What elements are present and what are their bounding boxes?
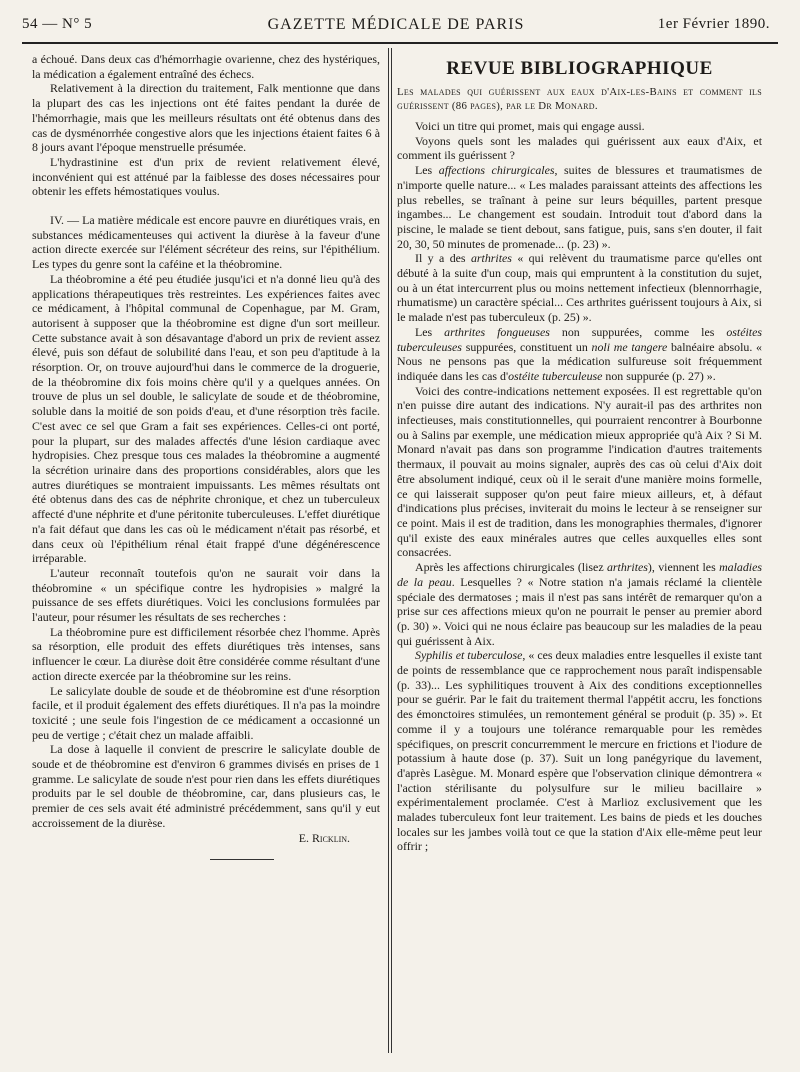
page-number: 54 — N° 5 — [22, 16, 93, 32]
paragraph: L'auteur reconnaît toutefois qu'on ne saurait voir dans la théobromine « un spécifique contre les hydropisies » malgré la puissance de ses effets diurétiques. Voici les conclusions formulées par l'auteur, pour résumer les résultats de ses recherches : — [32, 565, 380, 625]
left-column — [32, 52, 380, 860]
paragraph: Après les affections chirurgicales (lisez arthrites), viennent les maladies de la peau. Lesquelles ? « Notre station n'a jamais réclamé la clientèle spéciale des dermatoses ; mais il n'est pas sans intérêt de remarquer qu'on a prise sur ces affections mieux qu'on ne pourrait le penser au premier abord (p. 30) ». Voici qui ne nous éclaire pas beaucoup sur les maladies de la peau qui guérissent à Aix. — [397, 560, 762, 648]
paragraph: Voici un titre qui promet, mais qui engage aussi. — [415, 119, 645, 133]
issue-date: 1er Février 1890. — [657, 16, 770, 32]
book-title: Les malades qui guérissent aux eaux d'Aix-les-Bains et comment ils guérissent (86 pages), par le Dr Monard. — [397, 86, 762, 112]
author-signature: E. Ricklin. — [298, 830, 350, 845]
section-title: REVUE BIBLIOGRAPHIQUE — [446, 58, 713, 79]
paragraph: a échoué. Dans deux cas d'hémorrhagie ovarienne, chez des hystériques, la médication a également entraîné des échecs. — [32, 52, 380, 81]
header-rule — [22, 42, 778, 44]
column-divider — [388, 48, 389, 1053]
right-column — [397, 58, 762, 854]
paragraph: L'hydrastinine est d'un prix de revient relativement élevé, inconvénient qui est atténué par la faiblesse des doses nécessaires pour obtenir les effets hémostatiques voulus. — [32, 154, 380, 199]
paragraph: Voyons quels sont les malades qui guérissent aux eaux d'Aix, et comment ils guérissent ? — [397, 133, 762, 163]
paragraph: Le salicylate double de soude et de théobromine est d'une résorption facile, et il produit également des effets diurétiques. Il n'a pas la moindre toxicité ; une seule fois l'ingestion de ce médicament a occasionné un peu de vertige ; c'était chez un malade affaibli. — [32, 683, 380, 742]
column-divider — [391, 48, 392, 1053]
paragraph: Les arthrites fongueuses non suppurées, comme les ostéites tuberculeuses suppurées, constituent un noli me tangere balnéaire absolu. « Nous ne pensons pas que la médication sulfureuse soit fréquemment indiquée dans les cas d'ostéite tuberculeuse non suppurée (p. 27) ». — [397, 324, 763, 383]
paragraph: La théobromine pure est difficilement résorbée chez l'homme. Après sa résorption, elle produit des effets diurétiques très intenses, sans influencer le cœur. La diurèse doit être considérée comme résultant d'une action directe exercée par la théobromine sur les reins. — [32, 624, 380, 683]
paragraph: Relativement à la direction du traitement, Falk mentionne que dans la plupart des cas les injections ont été faites pendant la durée de l'hémorrhagie, mais que les meilleurs résultats ont été obtenus dans des cas de dysménorrhée congestive alors que les injections étaient faites 6 à 8 jours avant l'époque menstruelle présumée. — [32, 81, 380, 155]
running-header — [22, 12, 770, 36]
paragraph: Il y a des arthrites « qui relèvent du traumatisme parce qu'elles ont débuté à la suite d'un coup, mais qui empruntent à la constitution du sujet, ou à un état intercurrent plus ou moins nettement infectieux (blennorrhagie, rhumatisme) un caractère spécial... Ces arthrites guérissent toujours à Aix, si le malade n'est pas tuberculeux (p. 25) ». — [397, 251, 762, 325]
paragraph: Syphilis et tuberculose, « ces deux maladies entre lesquelles il existe tant de points de ressemblance que ce rapprochement nous paraît indispensable (p. 33)... Les syphilitiques trouvent à Aix des conditions exceptionnelles pour se guérir. Par le fait du traitement thermal l'appétit accru, les fonctions des émonctoires stimulées, un remontement général se produit (p. 35) ». Et comme il y a toujours une tolérance remarquable pour les remèdes spécifiques, on prescrit concurremment le mercure en frictions et l'iodure de potassium à haute dose (p. 37). Suit un long panégyrique du lavement, d'après Lasègue. M. Monard espère que l'observation clinique démontrera « l'action stérilisante du polysulfure sur le milieu bacillaire » expérimentalement proclamée. C'est à Marlioz exclusivement que les malades tuberculeux font leur traitement. Les bains de pieds et les douches locales sur les jambes voilà tout ce que la station d'Aix elle-même peut leur offrir ; — [397, 648, 762, 854]
paragraph: IV. — La matière médicale est encore pauvre en diurétiques vrais, en substances médicamenteuses qui activent la diurèse à la faveur d'une action directe exercée sur l'élément sécréteur des reins, sur l'épithélium. Les types du genre sont la caféine et la théobromine. — [32, 213, 380, 272]
paragraph: La dose à laquelle il convient de prescrire le salicylate double de soude et de théobromine est d'environ 6 grammes divisés en prises de 1 gramme. Le salicylate de soude n'est pour rien dans les effets diurétiques produits par le sel double de théobromine, car, dans plusieurs cas, le premier de ces sels avait été administré précédemment, sans qu'il y eut accroissement de la diurèse. — [32, 742, 380, 830]
paragraph: La théobromine a été peu étudiée jusqu'ici et n'a donné lieu qu'à des applications thérapeutiques très restreintes. Les expériences faites avec ce médicament, à l'hôpital communal de Copenhague, par M. Gram, autorisent à supposer que la théobromine est digne d'un sort meilleur. Cette substance avait à son désavantage d'abord un prix de revient assez élevé, puis son défaut de solubilité dans l'eau, et son peu d'aptitude à la résorption. Or, on trouve aujourd'hui dans le commerce de la droguerie, de la théobromine dix fois moins chère qu'il y a quelques années. On trouve de plus un sel double, le salicylate de soude et de théobromine, soluble dans la moitié de son poids d'eau, et d'une résorption très facile. C'est avec ce sel que Gram a fait ses expériences. Celles-ci ont porté, pour la plupart, sur des malades affectés d'une lésion cardiaque avec hydropisies. Chez presque tous ces malades la théobromine a augmenté la sécrétion urinaire dans des proportions considérables, alors que les autres diurétiques se montraient impuissants. Les mêmes résultats ont été obtenus dans des cas de néphrite chronique, et chez un tuberculeux affecté d'une néphrite et d'une péritonite tuberculeuses. L'effet diurétique n'a fait défaut que dans les cas où le médicament n'était pas résorbé, et dans ceux où l'épithélium rénal était frappé d'une dégénérescence irréparable. — [32, 271, 380, 566]
paragraph: Voici des contre-indications nettement exposées. Il est regrettable qu'on n'en puisse dire autant des indications. N'y aurait-il pas des arthrites non infectieuses, mais constitutionnelles, qui pourraient rencontrer à Bourbonne ou à Salins par exemple, une médication mieux appropriée qu'à Aix ? Si M. Monard n'avait pas dans son programme l'indication d'autres traitements thermaux, il pouvait au moins signaler, auprès des cas où celui d'Aix doit être absolument indiqué, ceux où il le serait d'une manière moins formelle, ce qui laisserait supposer qu'on peut faire mieux ailleurs, et, à défaut d'indications plus précises, inviterait du moins le lecteur à se renseigner sur ce point. Mais il est de tradition, dans les monographies thermales, d'ignorer qu'il existe des eaux minérales autres que celles auxquelles elles sont consacrées. — [397, 383, 762, 560]
journal-title: GAZETTE MÉDICALE DE PARIS — [267, 16, 525, 33]
section-rule — [210, 859, 274, 860]
paragraph: Les affections chirurgicales, suites de blessures et traumatismes de n'importe quelle nature... « Les malades paraissant atteints des affections les plus rebelles, se traînant à peine sur leurs béquilles, partent presque ingambes... Le changement est soudain. Introduit tout d'abord dans la piscine, le malade se tient debout, sans fatigue, puis, sans s'en douter, il fait 20, 30, 50 minutes de promenade... (p. 23) ». — [397, 163, 762, 251]
